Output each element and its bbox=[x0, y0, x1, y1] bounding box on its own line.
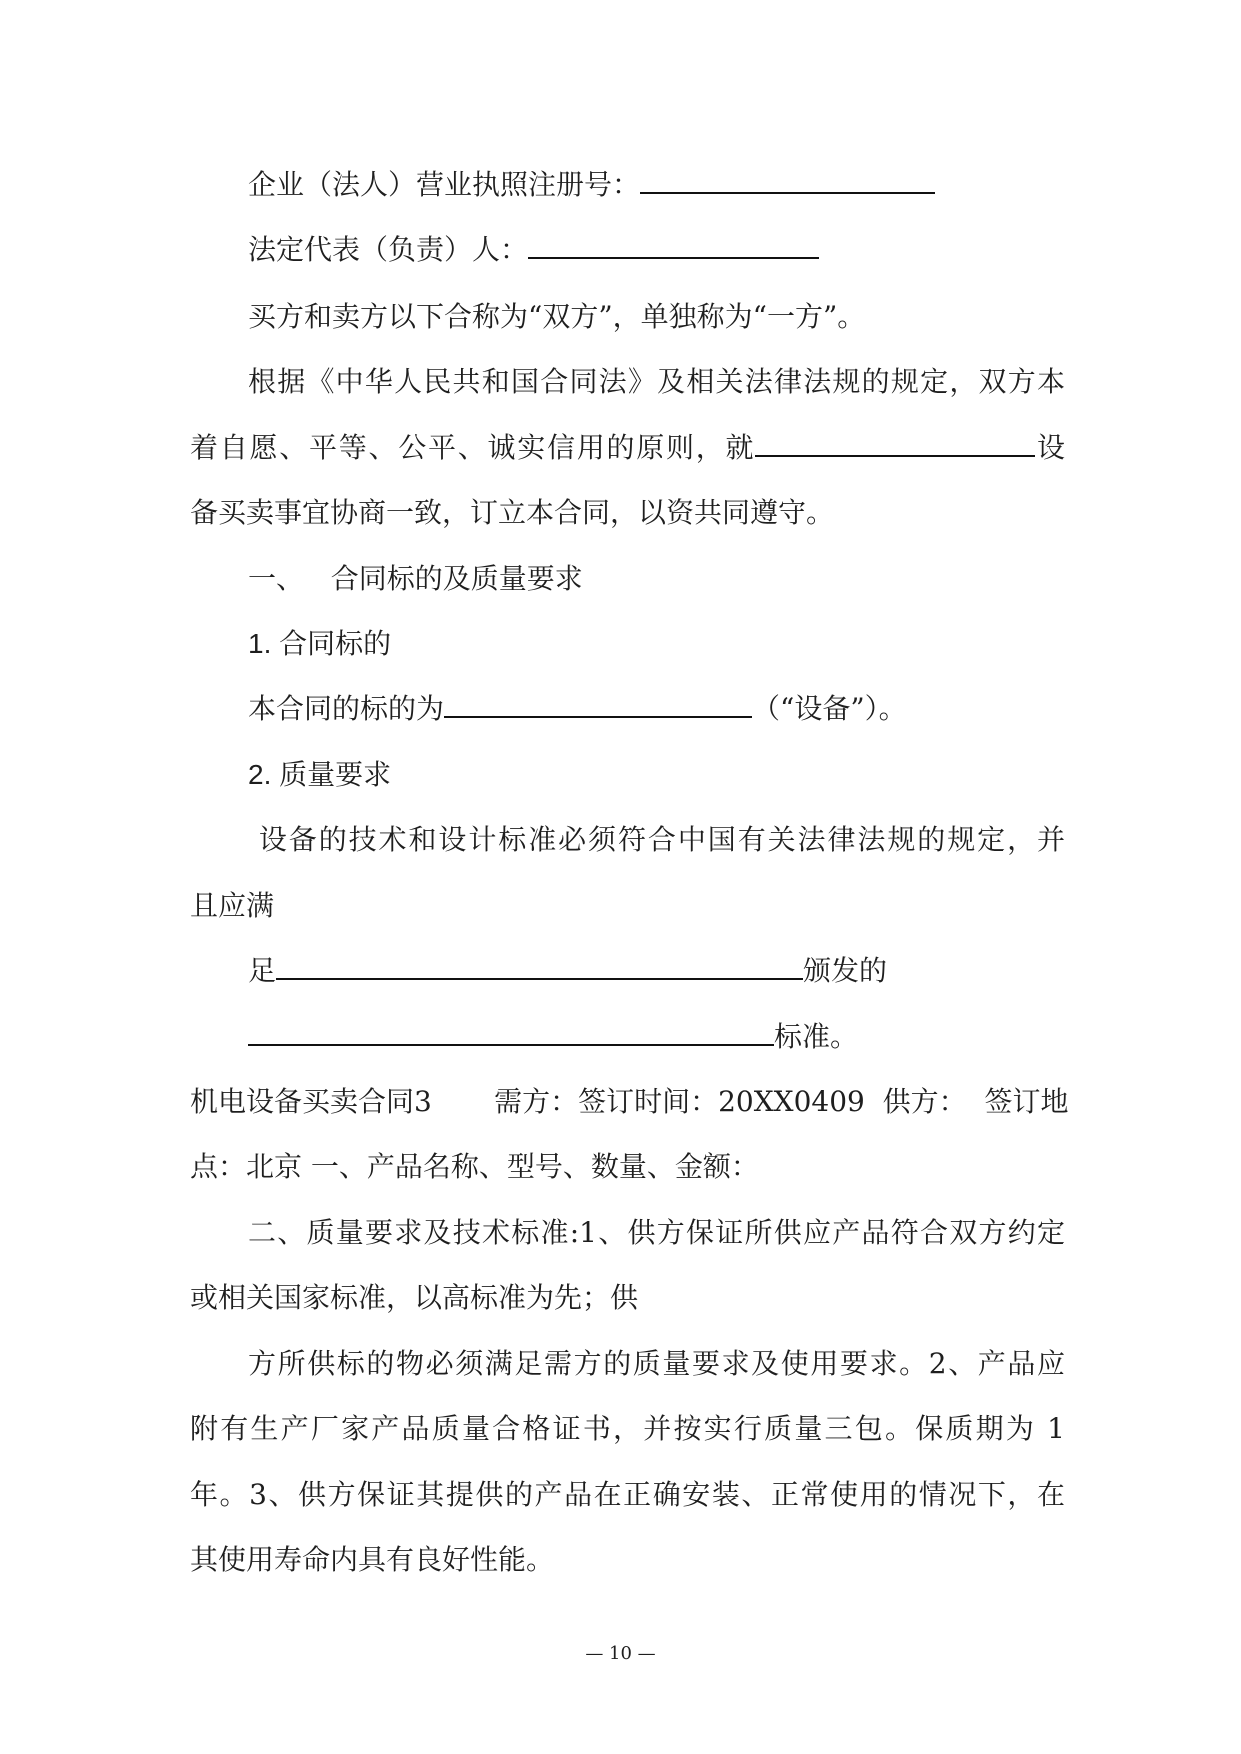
issuer-suffix: 颁发的 bbox=[803, 954, 888, 987]
section-heading: 一、 合同标的及质量要求 bbox=[248, 562, 583, 595]
paragraph-line: 根据《中华人民共和国合同法》及相关法律法规的规定，双方本 bbox=[248, 365, 1065, 398]
page-number: — 10 — bbox=[585, 1643, 656, 1664]
standard-line bbox=[248, 1020, 858, 1054]
subject-label: 本合同的标的为 bbox=[248, 692, 445, 725]
paragraph-line: 设备的技术和设计标准必须符合中国有关法律法规的规定，并 bbox=[248, 823, 1065, 856]
issuer-blank[interactable] bbox=[276, 954, 803, 980]
paragraph-line: 二、质量要求及技术标准:1、供方保证所供应产品符合双方约定 bbox=[248, 1216, 1065, 1249]
subsection-heading: 1. 合同标的 bbox=[248, 628, 392, 659]
subject-line bbox=[248, 692, 907, 726]
paragraph-line: 年。3、供方保证其提供的产品在正确安装、正常使用的情况下，在 bbox=[190, 1478, 1065, 1511]
standard-suffix: 标准。 bbox=[774, 1020, 859, 1053]
paragraph-line: 或相关国家标准，以高标准为先；供 bbox=[190, 1281, 639, 1314]
paragraph-line: 方所供标的物必须满足需方的质量要求及使用要求。2、产品应 bbox=[248, 1347, 1065, 1380]
paragraph-line: 备买卖事宜协商一致，订立本合同，以资共同遵守。 bbox=[190, 496, 835, 529]
legal-rep-blank[interactable] bbox=[528, 233, 819, 259]
paragraph-line: 附有生产厂家产品质量合格证书，并按实行质量三包。保质期为 1 bbox=[190, 1412, 1065, 1445]
equipment-line bbox=[190, 431, 1065, 465]
paragraph-line: 点：北京 一、产品名称、型号、数量、金额： bbox=[190, 1150, 759, 1183]
paragraph-line: 买方和卖方以下合称为“双方”，单独称为“一方”。 bbox=[248, 300, 866, 333]
equipment-blank[interactable] bbox=[755, 431, 1035, 457]
standard-blank[interactable] bbox=[248, 1020, 774, 1046]
legal-rep-line bbox=[248, 233, 819, 267]
subject-blank[interactable] bbox=[444, 692, 752, 718]
equipment-label: 着自愿、平等、公平、诚实信用的原则，就 bbox=[190, 431, 756, 464]
contract-header-line: 机电设备买卖合同3 需方：签订时间：20XX0409 供方： 签订地 bbox=[190, 1085, 1069, 1118]
equipment-suffix: 设 bbox=[1035, 431, 1065, 464]
issuer-line bbox=[248, 954, 887, 988]
paragraph-line: 且应满 bbox=[190, 889, 275, 922]
issuer-prefix: 足 bbox=[248, 954, 277, 987]
registration-number-line bbox=[248, 168, 935, 202]
paragraph-line: 其使用寿命内具有良好性能。 bbox=[190, 1543, 555, 1576]
subsection-heading: 2. 质量要求 bbox=[248, 759, 392, 790]
subject-suffix: （“设备”）。 bbox=[752, 692, 907, 725]
legal-rep-label: 法定代表（负责）人： bbox=[248, 233, 529, 266]
registration-blank[interactable] bbox=[640, 168, 935, 194]
registration-label: 企业（法人）营业执照注册号： bbox=[248, 168, 641, 201]
